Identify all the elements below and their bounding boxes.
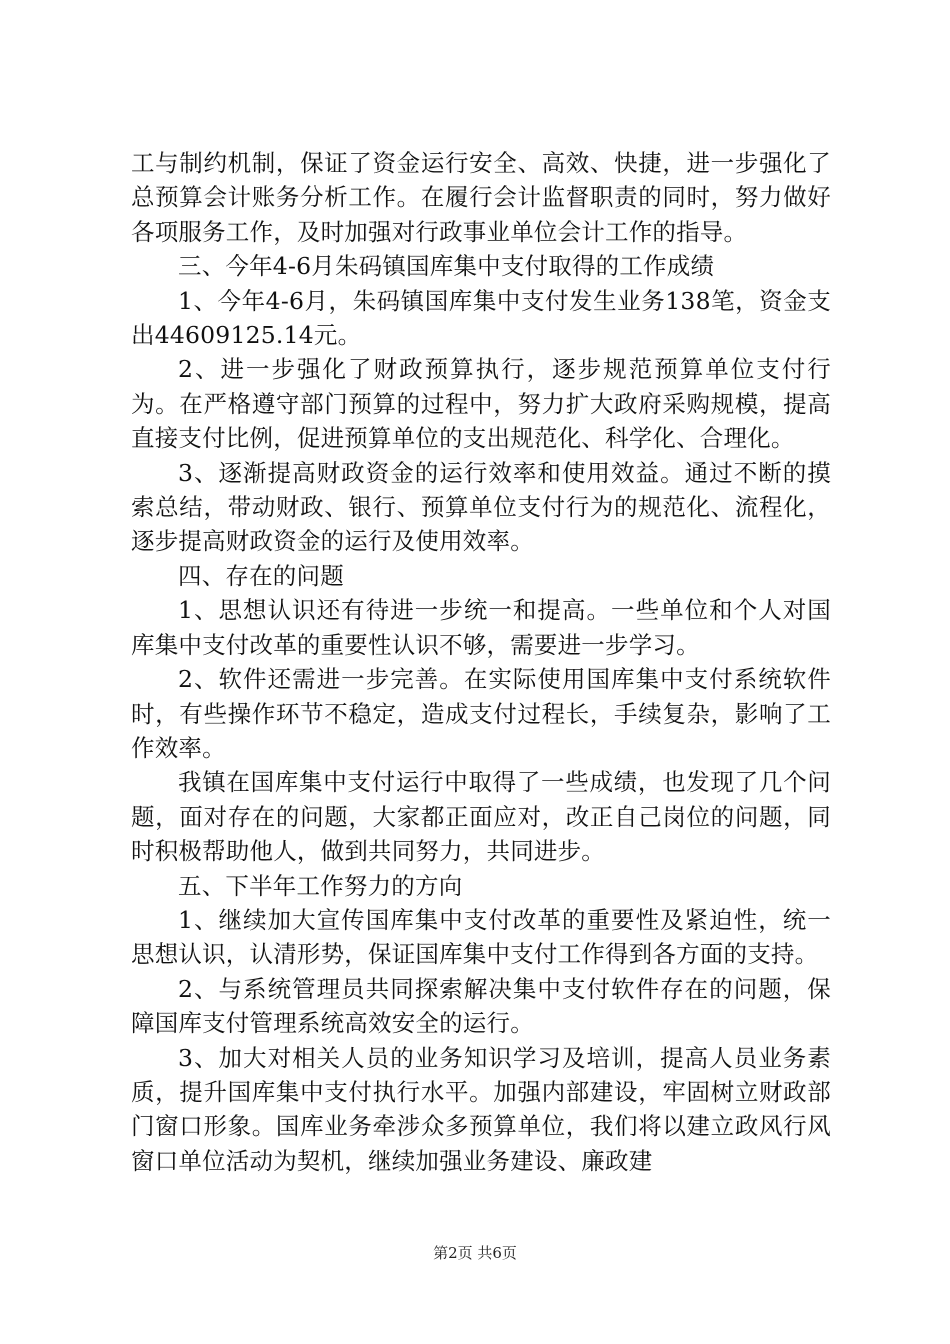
- paragraph: 1、继续加大宣传国库集中支付改革的重要性及紧迫性，统一思想认识，认清形势，保证国库集中支付工作得到各方面的支持。: [131, 905, 831, 969]
- section-heading: 三、今年4-6月朱码镇国库集中支付取得的工作成绩: [178, 252, 715, 281]
- paragraph: 2、软件还需进一步完善。在实际使用国库集中支付系统软件时，有些操作环节不稳定，造成支付过程长，手续复杂，影响了工作效率。: [131, 665, 831, 762]
- section-heading: 五、下半年工作努力的方向: [178, 871, 463, 900]
- paragraph: 3、加大对相关人员的业务知识学习及培训，提高人员业务素质，提升国库集中支付执行水平。加强内部建设，牢固树立财政部门窗口形象。国库业务牵涉众多预算单位，我们将以建立政风行风窗口单位活动为契机，继续加强业务建设、廉政建: [131, 1043, 831, 1175]
- paragraph: 我镇在国库集中支付运行中取得了一些成绩，也发现了几个问题，面对存在的问题，大家都正面应对，改正自己岗位的问题，同时积极帮助他人，做到共同努力，共同进步。: [131, 768, 831, 866]
- document-body: [131, 146, 831, 1178]
- paragraph: 2、与系统管理员共同探索解决集中支付软件存在的问题，保障国库支付管理系统高效安全的运行。: [131, 974, 831, 1038]
- section-heading: 四、存在的问题: [178, 561, 344, 590]
- page-number-footer: 第2页 共6页: [433, 1244, 517, 1262]
- paragraph: 3、逐渐提高财政资金的运行效率和使用效益。通过不断的摸索总结，带动财政、银行、预算单位支付行为的规范化、流程化，逐步提高财政资金的运行及使用效率。: [131, 458, 831, 556]
- paragraph: 工与制约机制，保证了资金运行安全、高效、快捷，进一步强化了总预算会计账务分析工作。在履行会计监督职责的同时，努力做好各项服务工作，及时加强对行政事业单位会计工作的指导。: [131, 149, 831, 246]
- paragraph: 1、今年4-6月，朱码镇国库集中支付发生业务138笔，资金支出44609125.14元。: [131, 286, 831, 350]
- paragraph: 1、思想认识还有待进一步统一和提高。一些单位和个人对国库集中支付改革的重要性认识不够，需要进一步学习。: [131, 596, 831, 659]
- paragraph: 2、进一步强化了财政预算执行，逐步规范预算单位支付行为。在严格遵守部门预算的过程中，努力扩大政府采购规模，提高直接支付比例，促进预算单位的支出规范化、科学化、合理化。: [131, 355, 831, 453]
